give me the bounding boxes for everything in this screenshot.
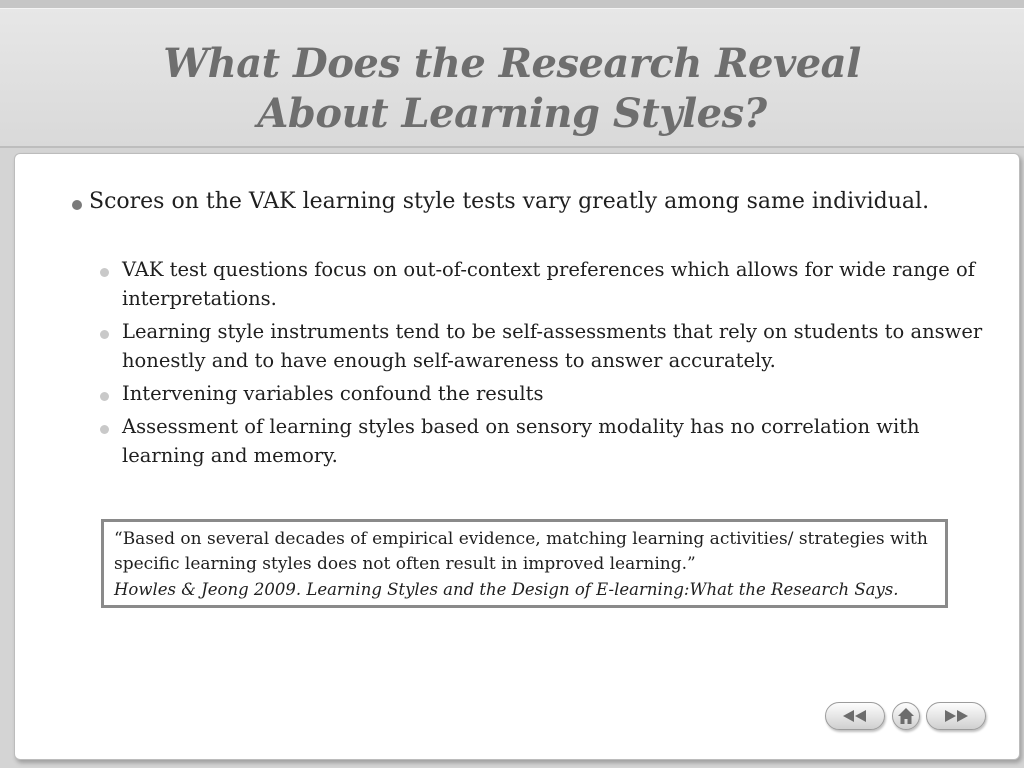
quote-citation: Howles & Jeong 2009. Learning Styles and the Design of E-learning:What the Research Says. (114, 580, 899, 599)
quote-box (101, 519, 948, 608)
slide-title (0, 39, 1024, 139)
slide-title-line-1: What Does the Research Reveal (163, 40, 861, 87)
sub-bullet-4: Assessment of learning styles based on sensory modality has no correlation with learning and memory. (122, 415, 920, 467)
sub-bullet-dot (100, 392, 109, 401)
next-slide-button[interactable] (926, 702, 986, 730)
fast-forward-icon (941, 709, 971, 723)
slide-title-line-2: About Learning Styles? (257, 90, 767, 137)
quote-text: “Based on several decades of empirical evidence, matching learning activities/ strategies with specific learning styles does not often result in improved learning.” (114, 529, 928, 574)
sub-bullet-1: VAK test questions focus on out-of-context preferences which allows for wide range of interpretations. (122, 258, 975, 310)
sub-bullet-3: Intervening variables confound the results (122, 382, 544, 405)
sub-bullet-2: Learning style instruments tend to be self-assessments that rely on students to answer honestly and to have enough self-awareness to answer accurately. (122, 320, 983, 372)
rewind-icon (840, 709, 870, 723)
main-bullet: Scores on the VAK learning style tests vary greatly among same individual. (89, 189, 930, 214)
sub-bullet-dot (100, 268, 109, 277)
sub-bullet-dot (100, 425, 109, 434)
bullet-dot (72, 200, 82, 210)
home-button[interactable] (892, 702, 920, 730)
previous-slide-button[interactable] (825, 702, 885, 730)
home-icon (897, 707, 915, 725)
title-top-strip (0, 0, 1024, 8)
sub-bullet-dot (100, 330, 109, 339)
title-band (0, 8, 1024, 148)
